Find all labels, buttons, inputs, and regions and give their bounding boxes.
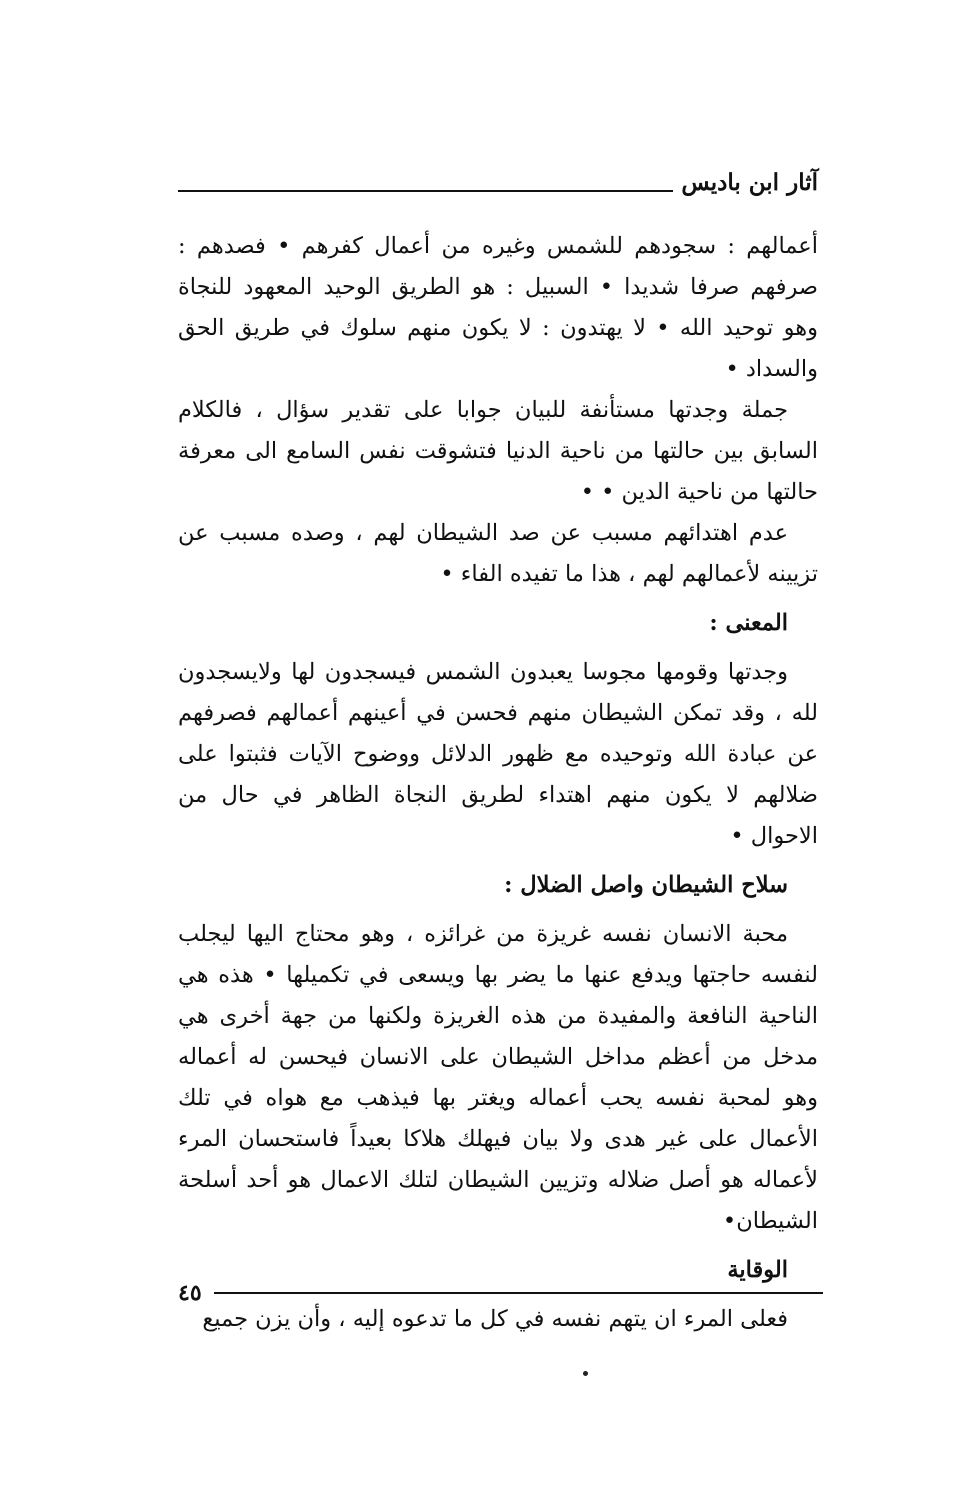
- paragraph-prevention: فعلى المرء ان يتهم نفسه في كل ما تدعوه إليه ، وأن يزن جميع: [202, 1306, 788, 1332]
- book-title: آثار ابن باديس: [681, 169, 818, 196]
- paragraph-causation: عدم اهتدائهم مسبب عن صد الشيطان لهم ، وصده مسبب عن تزيينه لأعمالهم لهم ، هذا ما تفيده الفاء •: [178, 520, 818, 587]
- page-number: ٤٥: [178, 1280, 202, 1306]
- paragraph-self-love: محبة الانسان نفسه غريزة من غرائزه ، وهو محتاج اليها ليجلب لنفسه حاجتها ويدفع عنها ما يضر بها ويسعى في تكميلها • هذه هي الناحية النافعة والمفيدة من هذه الغريزة ولكنها من جهة أخرى هي مدخل من أعظم مداخل الشيطان على الانسان فيحسن له أعماله وهو لمحبة نفسه يحب أعماله ويغتر بها فيذهب مع هواه في تلك الأعمال على غير هدى ولا بيان فيهلك هلاكا بعيداً فاستحسان المرء لأعماله هو أصل ضلاله وتزيين الشيطان لتلك الاعمال هو أحد أسلحة الشيطان•: [178, 921, 818, 1234]
- heading-meaning: المعنى :: [709, 610, 788, 636]
- footer-rule: [214, 1292, 823, 1294]
- heading-prevention: الوقاية: [727, 1257, 788, 1283]
- paragraph-glossary: أعمالهم : سجودهم للشمس وغيره من أعمال كفرهم • فصدهم : صرفهم صرفا شديدا • السبيل : هو الطريق الوحيد المعهود للنجاة وهو توحيد الله • لا يهتدون : لا يكون منهم سلوك في طريق الحق والسداد •: [178, 233, 818, 382]
- page-footer: [178, 1278, 823, 1308]
- paragraph-meaning: وجدتها وقومها مجوسا يعبدون الشمس فيسجدون لها ولايسجدون لله ، وقد تمكن الشيطان منهم فحسن في أعينهم أعمالهم فصرفهم عن عبادة الله وتوحيده مع ظهور الدلائل ووضوح الآيات فثبتوا على ضلالهم لا يكون منهم اهتداء لطريق النجاة الظاهر في حال من الاحوال •: [178, 659, 818, 849]
- header-rule: [178, 190, 673, 192]
- heading-satan-weapon: سلاح الشيطان واصل الضلال :: [504, 872, 788, 898]
- stray-dot: [583, 1371, 588, 1376]
- paragraph-sentence-structure: جملة وجدتها مستأنفة للبيان جوابا على تقدير سؤال ، فالكلام السابق بين حالتها من ناحية الدنيا فتشوقت نفس السامع الى معرفة حالتها من ناحية الدين • •: [178, 397, 818, 505]
- page-body: [178, 226, 818, 1340]
- running-header: [178, 166, 818, 196]
